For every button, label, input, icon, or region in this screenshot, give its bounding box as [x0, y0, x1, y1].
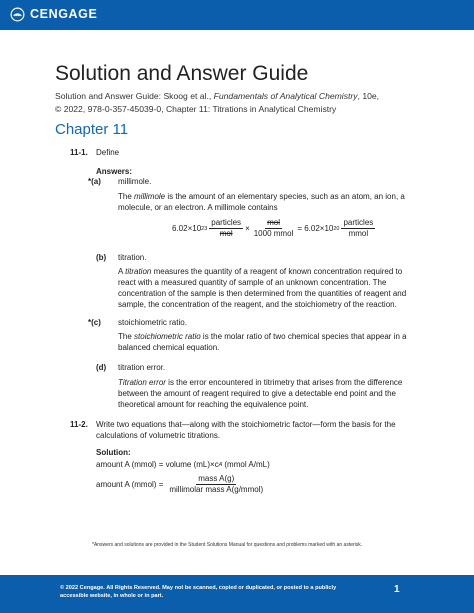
cengage-logo — [10, 7, 97, 22]
part-b-def-prefix: A — [118, 267, 126, 276]
part-d-definition — [118, 377, 414, 410]
part-a-label: *(a) — [88, 177, 101, 186]
part-b-def-rest: measures the quantity of a reagent of known concentration required to react with a measured quantity of sample of an unknown concentration. The concentration of the sample is then determined from the quantities of reagent and sample, the concentration of the reagent, and the stoichiometry of the reaction. — [118, 267, 407, 309]
fraction-particles-per-mol — [209, 218, 243, 239]
fraction-num-3: particles — [343, 218, 374, 227]
subtitle-line2: © 2022, 978-0-357-45039-0, Chapter 11: Titrations in Analytical Chemistry — [55, 103, 337, 114]
part-d-term: titration error. — [118, 363, 166, 372]
solution-label: Solution: — [96, 448, 131, 457]
part-b-def-term: titration — [125, 267, 152, 276]
part-b-label: (b) — [96, 253, 107, 262]
part-a-def-term: millimole — [134, 192, 166, 201]
equation-amount-volume: amount A (mmol) = volume (mL)×c A (mmol A/mL) — [96, 460, 270, 469]
millimole-equation: 6.02×10 23 $\frac{\text{particles}}{\text{mol}}$ × $\frac{\text{mol}}{\text{1000 mmol}}$ = 6.02×10 20 $\frac{\text{particles}}{\text{mmol}}$ — [172, 218, 374, 238]
part-a-def-prefix: The — [118, 192, 135, 201]
eq-times: × — [245, 224, 250, 233]
chapter-heading: Chapter 11 — [55, 121, 129, 138]
part-c-definition — [118, 331, 414, 353]
eq-coefficient: 6.02×10 — [172, 224, 202, 233]
part-a-definition — [118, 191, 408, 213]
footnote: *Answers and solutions are provided in the Student Solutions Manual for questions and problems marked with an asterisk. — [92, 542, 363, 548]
copyright-notice: © 2022 Cengage. All Rights Reserved. May not be scanned, copied or duplicated, or posted to a publicly accessible website, in whole or in part. — [60, 585, 337, 599]
part-d-def-rest: is the error encountered in titrimetry that arises from the difference between the amount of reagent required to give a detectable end point and the theoretical amount for reaching the equivalence point. — [118, 378, 403, 409]
document-title: Solution and Answer Guide — [55, 62, 309, 85]
answers-label: Answers: — [96, 167, 133, 176]
eq1-left: amount A (mmol) = volume (mL)×c — [96, 460, 219, 469]
brand-name: CENGAGE — [30, 7, 98, 21]
part-c-label: *(c) — [88, 318, 101, 327]
cengage-logo-icon — [10, 7, 25, 22]
part-b-definition — [118, 266, 414, 310]
page-number: 1 — [394, 584, 400, 595]
question-number-11-1: 11-1. — [70, 148, 88, 157]
fraction-den-2: 1000 mmol — [253, 229, 294, 238]
part-d-label: (d) — [96, 363, 107, 372]
question-prompt-11-1: Define — [96, 148, 120, 157]
fraction-den-1: mol — [219, 229, 233, 238]
fraction-num-1: particles — [211, 218, 242, 227]
part-a-term: millimole. — [118, 177, 152, 186]
fraction-den-3: mmol — [348, 229, 369, 238]
part-c-term: stoichiometric ratio. — [118, 318, 187, 327]
question-prompt-11-2: Write two equations that—along with the stoichiometric factor—form the basis for the calculations of volumetric titrations. — [96, 420, 396, 440]
fraction-mass-per-molar-mass — [167, 474, 265, 495]
eq-equals: = 6.02×10 — [297, 224, 334, 233]
part-a-def-rest: is the amount of an elementary species, such as an atom, an ion, a molecule, or an electron. A millimole contains — [118, 192, 405, 212]
eq2-numerator: mass A(g) — [198, 474, 235, 483]
subtitle-book: Fundamentals of Analytical Chemistry — [213, 91, 358, 101]
part-c-def-prefix: The — [118, 332, 135, 341]
eq2-left: amount A (mmol) = — [96, 480, 164, 489]
question-number-11-2: 11-2. — [70, 420, 88, 429]
subtitle-edition: , 10e, — [357, 91, 380, 101]
part-d-def-term: Titration error — [118, 378, 166, 387]
subtitle-prefix: Solution and Answer Guide: Skoog et al., — [55, 91, 214, 101]
fraction-num-2: mol — [267, 218, 280, 227]
part-b-term: titration. — [118, 253, 147, 262]
eq2-denominator: millimolar mass A(g/mmol) — [169, 485, 264, 494]
fraction-particles-per-mmol — [341, 218, 375, 239]
header-bar — [0, 0, 474, 30]
fraction-mol-per-mmol — [252, 218, 296, 239]
equation-amount-mass — [96, 474, 267, 495]
part-c-def-rest: is the molar ratio of two chemical species that appear in a balanced chemical equation. — [118, 332, 407, 352]
document-subtitle — [55, 90, 425, 115]
eq1-right: (mmol A/mL) — [224, 460, 270, 469]
part-c-def-term: stoichiometric ratio — [134, 332, 201, 341]
